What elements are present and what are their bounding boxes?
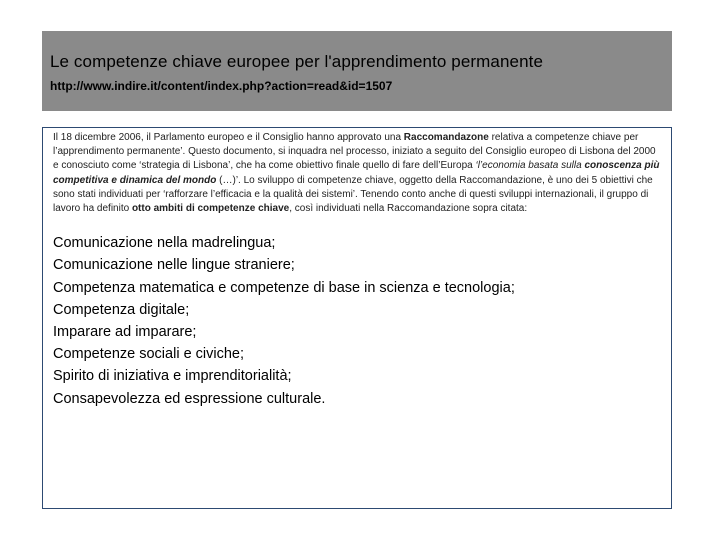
intro-bold-recommendation: Raccomandazone xyxy=(403,132,489,143)
intro-bold-italic-quote: conoscenza più competitiva e dinamica del mondo xyxy=(53,160,660,186)
list-item: Spirito di iniziativa e imprenditorialità; xyxy=(53,368,292,385)
intro-text-4: , così individuati nella Raccomandazione sopra citata: xyxy=(289,203,528,215)
list-item: Comunicazione nelle lingue straniere; xyxy=(53,257,295,274)
intro-text-1: Il 18 dicembre 2006, il Parlamento europeo e il Consiglio hanno approvato una xyxy=(53,132,404,143)
list-item: Consapevolezza ed espressione culturale. xyxy=(53,390,326,407)
intro-paragraph xyxy=(53,131,661,216)
intro-italic-quote: ‘l’economia basata sulla xyxy=(475,160,585,172)
list-item: Comunicazione nella madrelingua; xyxy=(53,235,276,252)
source-url: http://www.indire.it/content/index.php?action=read&id=1507 xyxy=(50,79,393,93)
intro-text-3: (…)’. Lo sviluppo di competenze chiave, oggetto della Raccomandazione, è uno dei 5 obiettivi che sono stati individuati per ‘rafforzare l’efficacia e la qualità dei sistemi’. Tenendo conto anche di questi sviluppi internazionali, il gruppo di lavoro ha definito xyxy=(53,174,653,215)
intro-bold-eight-areas: otto ambiti di competenze chiave xyxy=(131,203,290,215)
content-box xyxy=(42,127,672,509)
slide-header xyxy=(42,31,672,111)
intro-text-2: relativa a competenze chiave per l’apprendimento permanente’. Questo documento, si inquadra nel processo, iniziato a seguito del Consiglio europeo di Lisbona del 2000 e conosciuto come ‘strategia di Lisbona’, che ha come obiettivo finale quello di fare dell’Europa xyxy=(53,132,656,172)
list-item: Competenza digitale; xyxy=(53,301,190,318)
slide-title: Le competenze chiave europee per l'apprendimento permanente xyxy=(50,52,544,71)
list-item: Competenze sociali e civiche; xyxy=(53,346,245,363)
list-item: Imparare ad imparare; xyxy=(53,324,197,341)
competences-list xyxy=(53,232,661,410)
list-item: Competenza matematica e competenze di base in scienza e tecnologia; xyxy=(53,279,515,296)
